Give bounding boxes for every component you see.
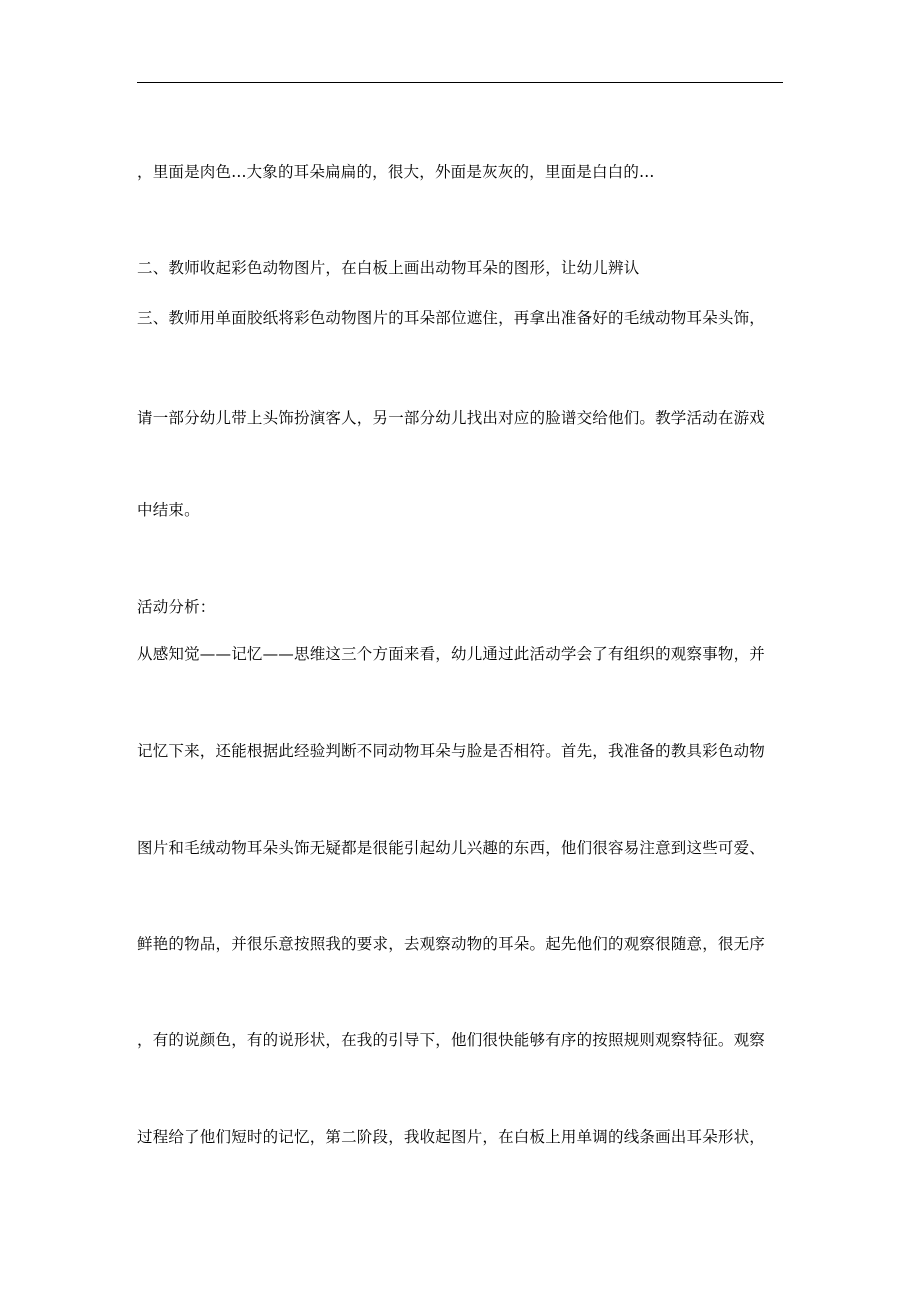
text-line-analysis-5: ，有的说颜色，有的说形状，在我的引导下，他们很快能够有序的按照规则观察特征。观察 [137, 1031, 766, 1049]
text-line-analysis-2: 记忆下来，还能根据此经验判断不同动物耳朵与脸是否相符。首先，我准备的教具彩色动物 [137, 742, 766, 760]
text-line-step-three-cont: 请一部分幼儿带上头饰扮演客人，另一部分幼儿找出对应的脸谱交给他们。教学活动在游戏 [137, 409, 766, 427]
header-rule [137, 82, 783, 83]
text-line-step-two: 二、教师收起彩色动物图片，在白板上画出动物耳朵的图形，让幼儿辨认 [137, 259, 640, 277]
text-line-step-three: 三、教师用单面胶纸将彩色动物图片的耳朵部位遮住，再拿出准备好的毛绒动物耳朵头饰， [137, 309, 766, 327]
text-line-analysis-6: 过程给了他们短时的记忆，第二阶段，我收起图片，在白板上用单调的线条画出耳朵形状， [137, 1128, 766, 1146]
text-line-analysis-3: 图片和毛绒动物耳朵头饰无疑都是很能引起幼儿兴趣的东西，他们很容易注意到这些可爱、 [137, 839, 766, 857]
section-heading-analysis: 活动分析： [137, 598, 216, 616]
text-line-analysis-1: 从感知觉——记忆——思维这三个方面来看，幼儿通过此活动学会了有组织的观察事物，并 [137, 645, 766, 663]
text-line-continuation: ，里面是肉色...大象的耳朵扁扁的，很大，外面是灰灰的，里面是白白的... [137, 163, 655, 181]
text-line-analysis-4: 鲜艳的物品，并很乐意按照我的要求，去观察动物的耳朵。起先他们的观察很随意，很无序 [137, 935, 766, 953]
text-line-step-three-end: 中结束。 [137, 501, 200, 519]
